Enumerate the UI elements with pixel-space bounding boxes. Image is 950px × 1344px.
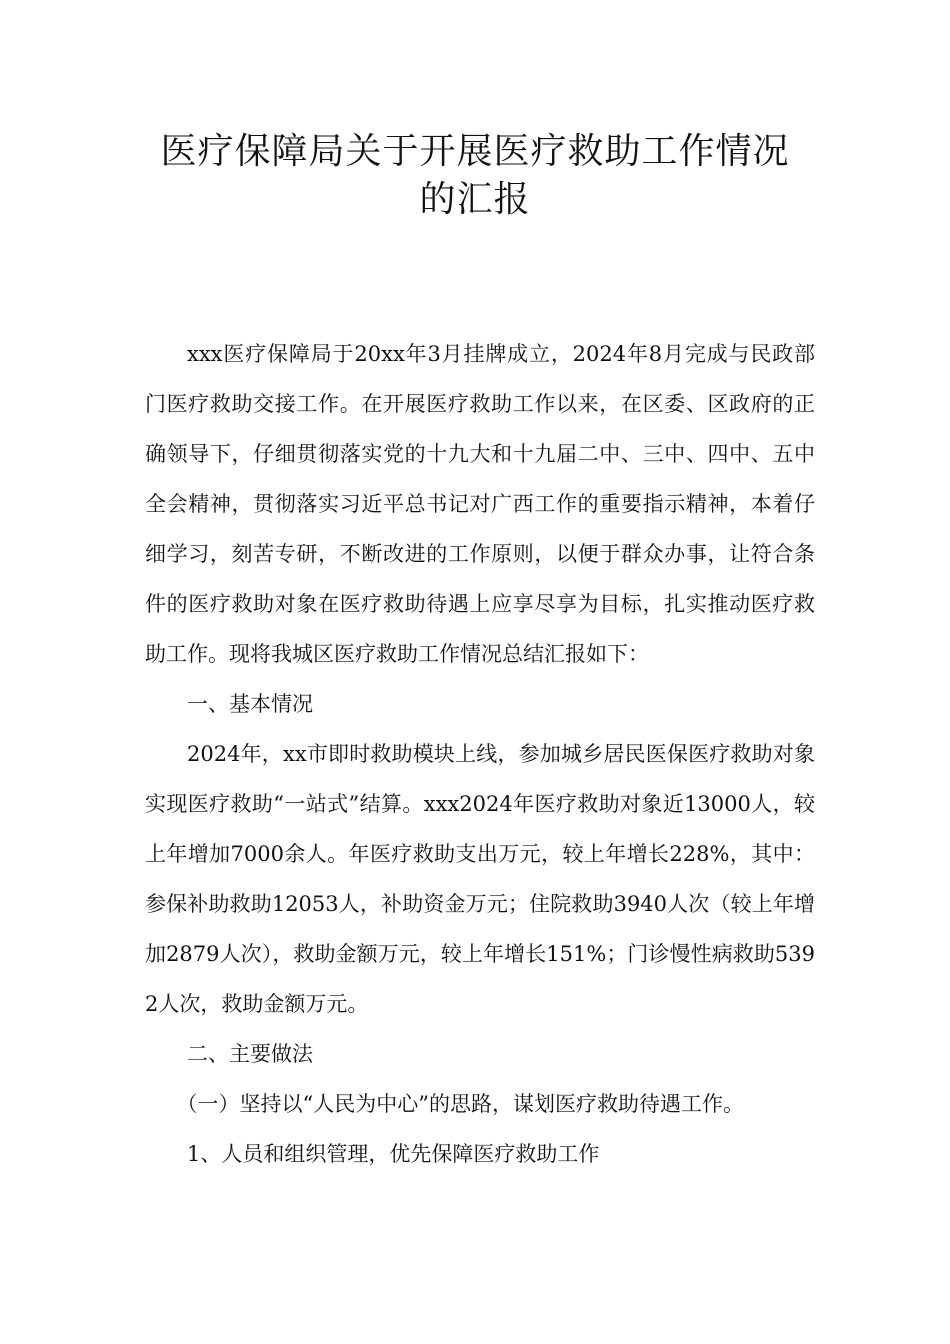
subsection-heading-1: （一）坚持以“人民为中心”的思路，谋划医疗救助待遇工作。 (176, 1092, 744, 1116)
section-heading-methods: 二、主要做法 (187, 1042, 313, 1066)
paragraph-intro: xxx医疗保障局于20xx年3月挂牌成立，2024年8月完成与民政部门医疗救助交接工作。在开展医疗救助工作以来，在区委、区政府的正确领导下，仔细贯彻落实党的十九大和十九届二中、三中、四中、五中全会精神，贯彻落实习近平总书记对广西工作的重要指示精神，本着仔细学习，刻苦专研，不断改进的工作原则，以便于群众办事，让符合条件的医疗救助对象在医疗救助待遇上应享尽享为目标，扎实推动医疗救助工作。现将我城区医疗救助工作情况总结汇报如下： (145, 342, 815, 666)
paragraph-basic: 2024年，xx市即时救助模块上线，参加城乡居民医保医疗救助对象实现医疗救助“一站式”结算。xxx2024年医疗救助对象近13000人，较上年增加7000余人。年医疗救助支出万元，较上年增长228%，其中：参保补助救助12053人，补助资金万元；住院救助3940人次（较上年增加2879人次），救助金额万元，较上年增长151%；门诊慢性病救助5392人次，救助金额万元。 (145, 742, 815, 1016)
title-line-2: 的汇报 (419, 179, 531, 220)
document-title (100, 128, 850, 224)
section-heading-basic: 一、基本情况 (187, 692, 313, 716)
title-line-1: 医疗保障局关于开展医疗救助工作情况 (160, 131, 790, 172)
document-body (145, 329, 815, 1179)
item-heading-1: 1、人员和组织管理，优先保障医疗救助工作 (187, 1142, 600, 1166)
